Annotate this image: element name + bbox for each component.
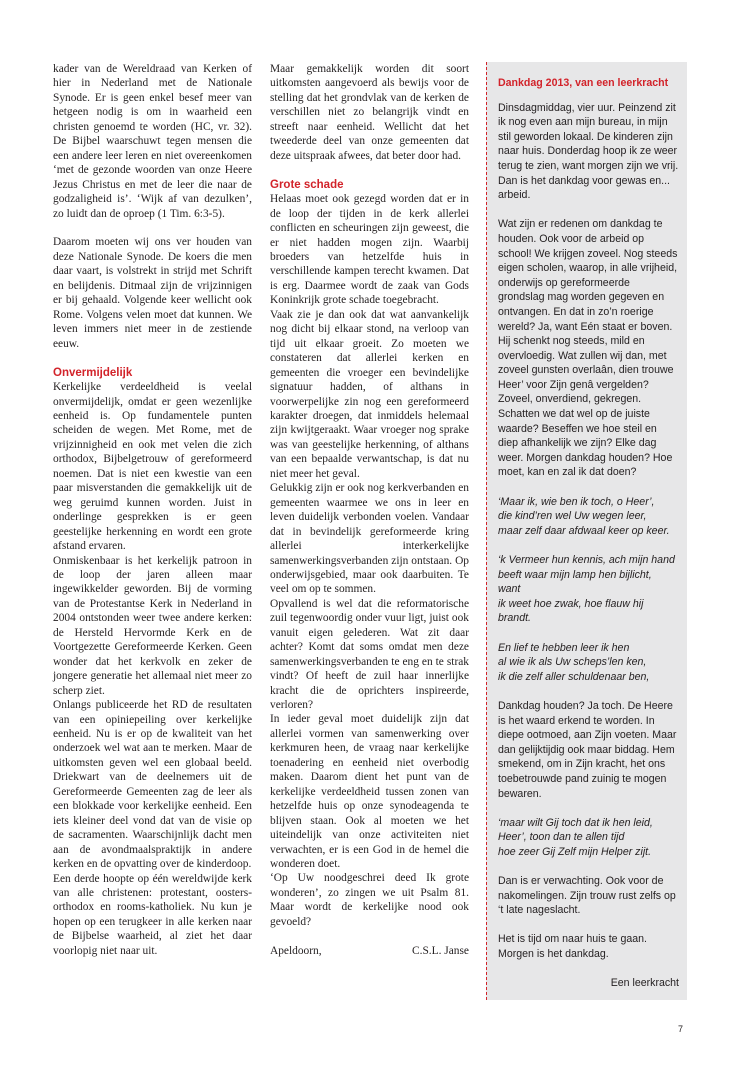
poem-line: want	[498, 583, 521, 596]
paragraph: Maar gemakkelijk worden dit soort uitkomsten aangevoerd als bewijs voor de stelling dat het grondvlak van de kerken de verschillen niet zo belangrijk vindt en streeft naar eenheid. Wellicht dat het tweederde deel van onze gemeenten dat deze uitspraak afwees, dat beter door had.	[270, 63, 469, 162]
poem-line: ‘Maar ik, wie ben ik toch, o Heer’,	[498, 495, 655, 508]
sidebar-box	[486, 62, 687, 1000]
sidebar-paragraph: Dankdag houden? Ja toch. De Heere is het waard erkend te worden. In diepe ootmoed, aan Zijn voeten. Maar dan gelijktijdig ook maar biddag. Hem smekend, om in Zijn kracht, het ons toebetrouwde pand zuinig te mogen bewaren.	[498, 699, 677, 800]
poem-stanza	[498, 553, 679, 626]
poem-stanza	[498, 641, 679, 685]
poem-line: hoe zeer Gij Zelf mijn Helper zijt.	[498, 845, 652, 858]
paragraph: In ieder geval moet duidelijk zijn dat allerlei vormen van samenwerking over kerkmuren heen, de vraag naar kerkelijke toenadering en eenheid niet overbodig maken. Daarom dient het punt van de kerkelijke verdeeldheid tussen zonen van hetzelfde huis op onze synodeagenda te blijven staan. Ook al moeten we het uiteindelijk van onze activiteiten niet verwachten, er is een God in de hemel die wonderen doet.	[270, 713, 469, 871]
sidebar-paragraph: Dan is er verwachting. Ook voor de nakomelingen. Zijn trouw rust zelfs op ‘t late nageslacht.	[498, 875, 676, 917]
paragraph: Opvallend is wel dat die reformatorische zuil tegenwoordig onder vuur ligt, juist ook vanuit eigen gelederen. Wat zit daar achter? Komt dat soms omdat men deze samenwerkingsverbanden te eng en te strak vindt? Of heeft de zuil haar innerlijke kracht die de oprichters inspireerde, verloren?	[270, 597, 469, 712]
paragraph: kader van de Wereldraad van Kerken of hier in Nederland met de Nationale Synode. Er is geen enkel besef meer van hetgeen nodig is om in waarheid een christen genoemd te worden (HC, vr. 32). De Bijbel waarschuwt tegen mensen die een andere leer leren en niet overeenkomen ‘met de gezonde woorden van onze Heere Jezus Christus en met de leer die naar de godzaligheid is’. ‘Wijk af van dezulken’, zo luidt dan de oproep (1 Tim. 6:3-5).	[53, 63, 252, 220]
sidebar-paragraph: Wat zijn er redenen om dankdag te houden. Ook voor de arbeid op school! We krijgen zoveel. Nog steeds eigen scholen, waarop, in alle vrijheid, onderwijs op gereformeerde grondslag mag worden gegeven en ontvangen. En dat in zo’n roerige wereld? Ja, want Eén staat er boven. Hij schenkt nog steeds, mild en overvloedig. Wat zullen wij dan, met zoveel gunsten overlaân, dien trouwe Heer’ voor Zijn genâ vergelden? Zoveel, onverdiend, gekregen. Schatten we dat wel op de juiste waarde? Beseffen we hoe steil en diep afhankelijk we zijn? Elke dag weer. Morgen dankdag houden? Hoe moet, kan en zal ik dat doen?	[498, 218, 678, 479]
section-heading-onvermijdelijk: Onvermijdelijk	[53, 366, 133, 379]
page-number: 7	[678, 1024, 684, 1034]
paragraph: Een derde hoopte op één wereldwijde kerk van alle christenen: protestant, oosters-orthodox en rooms-katholiek. Nu kun je hopen op een terugkeer in alle kerken naar de Bijbelse waarheid, al ziet het daar voorlopig niet naar uit.	[53, 872, 252, 957]
section-heading-grote-schade: Grote schade	[270, 178, 344, 191]
poem-line: Heer’, toon dan te allen tijd	[498, 831, 625, 844]
poem-line: ik die zelf aller schuldenaar ben,	[498, 670, 650, 683]
paragraph: Onlangs publiceerde het RD de resultaten van een opiniepeiling over kerkelijke eenheid. Nu is er op de kwaliteit van het onderzoek wel wat aan te merken. Maar de uitkomsten geven wel een globaal beeld. Driekwart van de deelnemers uit de Gereformeerde Gemeenten zag de leer als een blokkade voor kerkelijke eenheid. Een iets kleiner deel vond dat van de visie op de sacramenten. Waarschijnlijk dacht men aan de avondmaalspraktijk in andere kerken en de opvatting over de kinderdoop.	[53, 699, 252, 871]
poem-line: al wie ik als Uw scheps’len ken,	[498, 656, 647, 669]
sidebar-paragraph: Het is tijd om naar huis te gaan. Morgen is het dankdag.	[498, 933, 647, 961]
paragraph: Gelukkig zijn er ook nog kerkverbanden en gemeenten waarmee we ons in leer en leven duidelijk verbonden voelen. Vandaar dat in bevindelijk gereformeerde kring allerlei interkerkelijke samenwerkingsverbanden zijn ontstaan. Op onderwijsgebied, maar ook daarbuiten. Te veel om op te sommen.	[270, 482, 469, 596]
paragraph: Kerkelijke verdeeldheid is veelal onvermijdelijk, omdat er geen wezenlijke eenheid is. Op fundamentele punten scheiden de wegen. Met Rome, met de vrijzinnigheid en ook met velen die zich orthodox, Bijbelgetrouw of gereformeerd noemen. Dat is niet een kwestie van een paar misverstanden die gemakkelijk uit de weg geruimd kunnen worden. Juist in onderlinge gesprekken is er geen geestelijke herkenning en wordt een grote afstand ervaren.	[53, 381, 252, 553]
paragraph: Vaak zie je dan ook dat wat aanvankelijk nog dicht bij elkaar stond, na verloop van tijd uit elkaar groeit. Zo moeten we constateren dat allerlei kerken en gemeenten die vroeger een bevindelijke signatuur hadden, of althans in voorwerpelijke zin nog een gereformeerd karakter droegen, dat inmiddels helemaal zijn kwijtgeraakt. Waar vroeger nog sprake was van geestelijke herkenning, of althans van een bepaalde verwantschap, is dat nu niet meer het geval.	[270, 308, 469, 480]
poem-line: die kind’ren wel Uw wegen leer,	[498, 510, 647, 523]
sidebar-paragraph: Dinsdagmiddag, vier uur. Peinzend zit ik nog even aan mijn bureau, in mijn stil geworden lokaal. De kinderen zijn naar huis. Donderdag hoop ik ze weer terug te zien, want morgen zijn we vrij. Dan is het dankdag voor gewas en... arbeid.	[498, 101, 679, 202]
sidebar-signature: Een leerkracht	[610, 977, 679, 990]
poem-stanza	[498, 495, 679, 539]
paragraph: ‘Op Uw noodgeschrei deed Ik grote wonderen’, zo zingen we uit Psalm 81. Maar wordt de kerkelijke nood ook gevoeld?	[270, 872, 469, 928]
poem-line: ‘k Vermeer hun kennis, ach mijn hand	[498, 554, 675, 566]
poem-line: maar zelf daar afdwaal keer op keer.	[498, 524, 670, 537]
poem-line: brandt.	[498, 612, 531, 625]
author-name: C.S.L. Janse	[412, 944, 469, 957]
author-signature	[270, 944, 469, 958]
sidebar-title: Dankdag 2013, van een leerkracht	[498, 77, 669, 89]
article-column-1	[53, 62, 252, 958]
paragraph: Onmiskenbaar is het kerkelijk patroon in de loop der jaren alleen maar ingewikkelder geworden. Bij de vorming van de Protestantse Kerk in Nederland in 2004 ontstonden weer twee andere kerken: de Hersteld Hervormde Kerk en de Voortgezette Gereformeerde Kerken. Geen wonder dat het kerkvolk en zeker de jongere generatie het allemaal niet meer zo scherp ziet.	[53, 554, 252, 697]
poem-line: ‘maar wilt Gij toch dat ik hen leid,	[498, 816, 653, 829]
poem-line: En lief te hebben leer ik hen	[498, 641, 630, 654]
poem-line: ik weet hoe zwak, hoe flauw hij	[498, 597, 644, 610]
article-column-2	[270, 62, 469, 958]
paragraph: Daarom moeten wij ons ver houden van deze Nationale Synode. De koers die men daar vaart, is volstrekt in strijd met Schrift en belijdenis. Ditmaal zijn de vrijzinnigen er bij gehaald. Volgende keer wellicht ook Rome. Volgens velen moet dat kunnen. We leven immers niet meer in de zestiende eeuw.	[53, 236, 252, 350]
paragraph: Helaas moet ook gezegd worden dat er in de loop der tijden in de kerk allerlei conflicten en scheuringen zijn geweest, die er niet hadden mogen zijn. Waarbij broeders van hetzelfde huis in verschillende kampen terecht kwamen. Dat is erg. Daarmee wordt de zaak van Gods Koninkrijk grote schade toegebracht.	[270, 193, 469, 307]
place: Apeldoorn,	[270, 944, 322, 957]
poem-stanza	[498, 816, 679, 860]
poem-line: beeft waar mijn lamp hen bijlicht,	[498, 568, 652, 581]
